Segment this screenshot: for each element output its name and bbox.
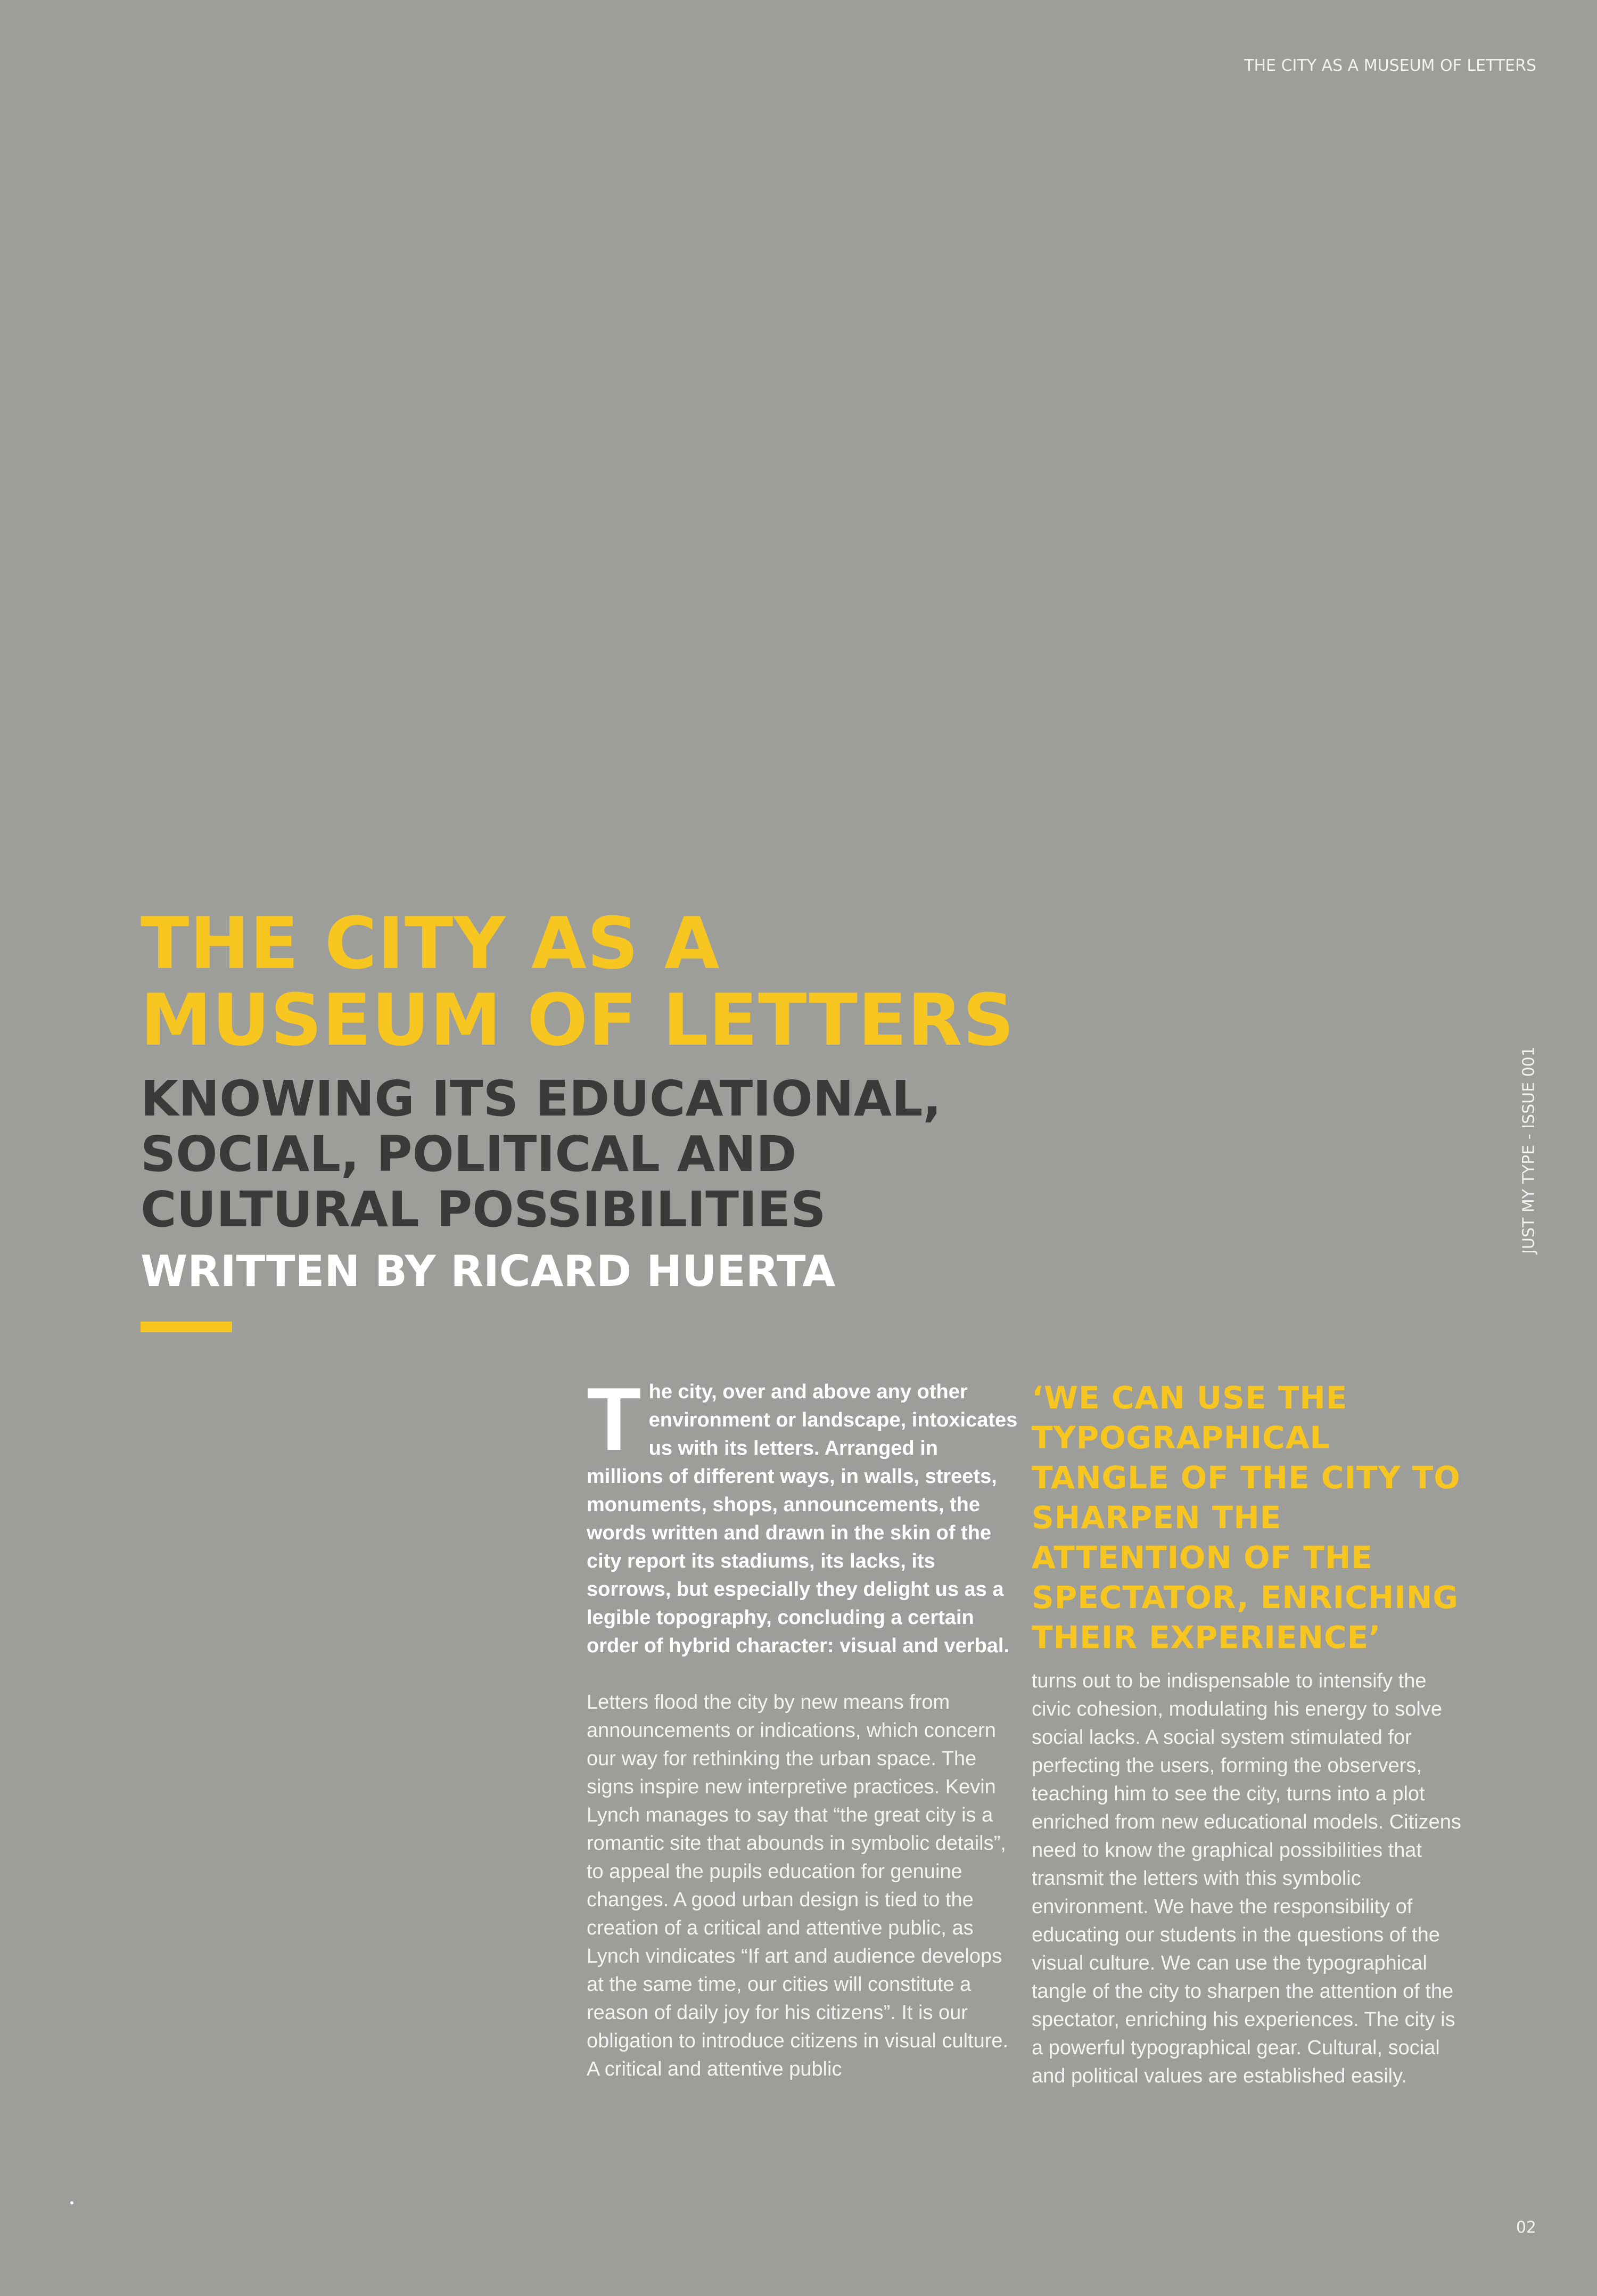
byline: WRITTEN BY RICARD HUERTA: [141, 1247, 836, 1296]
body-paragraph: Letters flood the city by new means from announcements or indications, which concern our way for rethinking the urban space. The signs inspire new interpretive practices. Kevin Lynch manages to say that “the great city is a romantic site that abounds in symbolic details”, to appeal the pupils education for genuine changes. A good urban design is tied to the creation of a critical and attentive public, as Lynch vindicates “If art and audience develops at the same time, our cities will constitute a reason of daily joy for his citizens”. It is our obligation to introduce citizens in visual culture. A critical and attentive public: [587, 1691, 1009, 2080]
pull-quote: ‘WE CAN USE THE TYPOGRAPHICAL TANGLE OF THE CITY TO SHARPEN THE ATTENTION OF THE SPECTATOR, ENRICHING THEIR EXPERIENCE’: [1032, 1380, 1461, 1655]
title-line-2: MUSEUM OF LETTERS: [141, 979, 1015, 1062]
body-column-left: [587, 1369, 1018, 2084]
subtitle-line-3: CULTURAL POSSIBILITIES: [141, 1181, 826, 1238]
body-paragraph-continued: turns out to be indispensable to intensify the civic cohesion, modulating his energy to solve social lacks. A social system stimulated for perfecting the users, forming the observers, teaching him to see the city, turns into a plot enriched from new educational models. Citizens need to know the graphical possibilities that transmit the letters with this symbolic environment. We have the responsibility of educating our students in the questions of the visual culture. We can use the typographical tangle of the city to sharpen the attention of the spectator, enriching his experiences. The city is a powerful typographical gear. Cultural, social and political values are established easily.: [1032, 1670, 1461, 2087]
subtitle-line-2: SOCIAL, POLITICAL AND: [141, 1126, 797, 1183]
lede-paragraph: [587, 1369, 1018, 1660]
running-head: THE CITY AS A MUSEUM OF LETTERS: [1244, 56, 1536, 75]
drop-cap: T: [587, 1369, 641, 1469]
page-number: 02: [1516, 2218, 1536, 2237]
issue-side-label: JUST MY TYPE - ISSUE 001: [1519, 1046, 1538, 1254]
article-title: [141, 902, 1015, 1062]
article-subtitle: [141, 1071, 941, 1237]
subtitle-line-1: KNOWING ITS EDUCATIONAL,: [141, 1070, 942, 1127]
decorative-dot: [70, 2201, 73, 2204]
body-column-right: [1032, 1378, 1466, 2090]
lede-text: he city, over and above any other environment or landscape, intoxicates us with its letters. Arranged in millions of different ways, in walls, streets, monuments, shops, announcements, the words written and drawn in the skin of the city report its stadiums, its lacks, its sorrows, but especially they delight us as a legible topography, concluding a certain order of hybrid character: visual and verbal.: [587, 1381, 1018, 1657]
title-line-1: THE CITY AS A: [141, 902, 720, 985]
accent-bar: [141, 1322, 232, 1332]
